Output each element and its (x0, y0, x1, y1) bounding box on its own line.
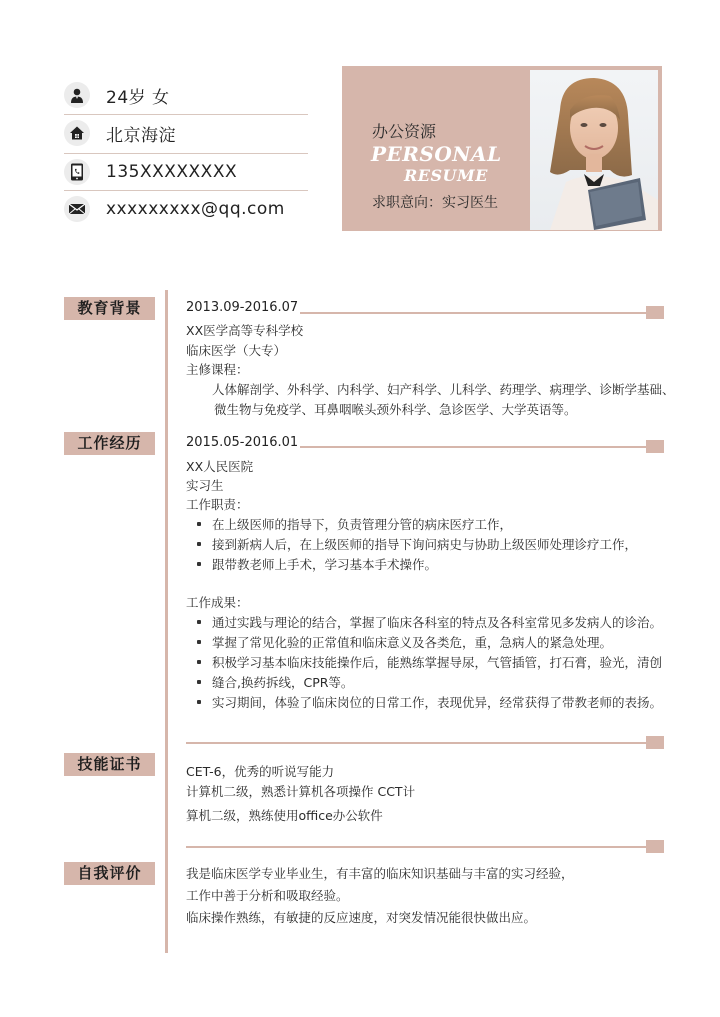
section-divider-marker (646, 840, 664, 853)
section-label-education: 教育背景 (64, 297, 155, 320)
skill-line: CET-6，优秀的听说写能力 (186, 764, 335, 779)
work-company: XX人民医院 (186, 459, 254, 474)
header-personal-title: PERSONAL (371, 142, 502, 166)
home-icon (64, 120, 90, 146)
person-icon (64, 82, 90, 108)
location-text: 北京海淀 (106, 125, 176, 146)
education-courses-line: 人体解剖学、外科学、内科学、妇产科学、儿科学、药理学、病理学、诊断学基础、 (212, 382, 675, 397)
section-divider-marker (646, 736, 664, 749)
skill-line: 计算机二级，熟悉计算机各项操作 CCT计 (186, 784, 416, 799)
education-courses-label: 主修课程： (186, 362, 249, 377)
timeline-vertical-line (165, 290, 168, 953)
section-divider-line (186, 846, 648, 848)
header-resume-title: RESUME (404, 166, 488, 185)
education-major: 临床医学（大专） (186, 343, 287, 358)
self-eval-line: 我是临床医学专业毕业生，有丰富的临床知识基础与丰富的实习经验， (186, 866, 574, 881)
email-text: xxxxxxxxx@qq.com (106, 199, 285, 219)
mobile-phone-icon (64, 159, 90, 185)
duty-item: 在上级医师的指导下，负责管理分管的病床医疗工作， (198, 515, 512, 533)
contact-location (64, 114, 308, 152)
contact-age-gender (64, 76, 308, 114)
education-courses-line: 微生物与免疫学、耳鼻咽喉头颈外科学、急诊医学、大学英语等。 (214, 402, 577, 417)
skill-line: 算机二级，熟练使用office办公软件 (186, 808, 383, 823)
achievement-item: 实习期间，体验了临床岗位的日常工作，表现优异，经常获得了带教老师的表扬。 (198, 693, 662, 711)
section-divider-line (300, 446, 648, 448)
section-divider-marker (646, 440, 664, 453)
work-date: 2015.05-2016.01 (186, 435, 299, 450)
section-divider-marker (646, 306, 664, 319)
job-objective: 求职意向：实习医生 (372, 195, 498, 211)
achievement-item: 缝合,换药拆线，CPR等。 (198, 673, 353, 691)
education-date: 2013.09-2016.07 (186, 300, 299, 315)
work-position: 实习生 (186, 478, 224, 493)
achievement-item: 通过实践与理论的结合，掌握了临床各科室的特点及各科室常见多发病人的诊治。 (198, 613, 662, 631)
duty-item: 接到新病人后，在上级医师的指导下询问病史与协助上级医师处理诊疗工作， (198, 535, 637, 553)
header-name: 办公资源 (372, 122, 437, 141)
duty-item: 跟带教老师上手术，学习基本手术操作。 (198, 555, 437, 573)
age-gender-text: 24岁 女 (106, 87, 170, 108)
section-label-self-evaluation: 自我评价 (64, 862, 155, 885)
section-divider-line (186, 742, 648, 744)
resume-header (342, 66, 662, 231)
work-duties-label: 工作职责： (186, 497, 249, 512)
contact-email (64, 190, 308, 228)
self-eval-line: 工作中善于分析和吸取经验。 (186, 888, 349, 903)
phone-text: 135XXXXXXXX (106, 162, 238, 182)
contact-phone (64, 153, 308, 191)
section-label-skills: 技能证书 (64, 753, 155, 776)
self-eval-line: 临床操作熟练，有敏捷的反应速度，对突发情况能很快做出应。 (186, 910, 537, 925)
achievement-item: 积极学习基本临床技能操作后，能熟练掌握导尿，气管插管，打石膏，验光，清创 (198, 653, 662, 671)
mail-icon (64, 196, 90, 222)
profile-photo (530, 70, 658, 230)
section-label-work: 工作经历 (64, 432, 155, 455)
section-divider-line (300, 312, 648, 314)
achievement-item: 掌握了常见化验的正常值和临床意义及各类危，重，急病人的紧急处理。 (198, 633, 612, 651)
education-school: XX医学高等专科学校 (186, 323, 304, 338)
work-achievements-label: 工作成果： (186, 595, 249, 610)
